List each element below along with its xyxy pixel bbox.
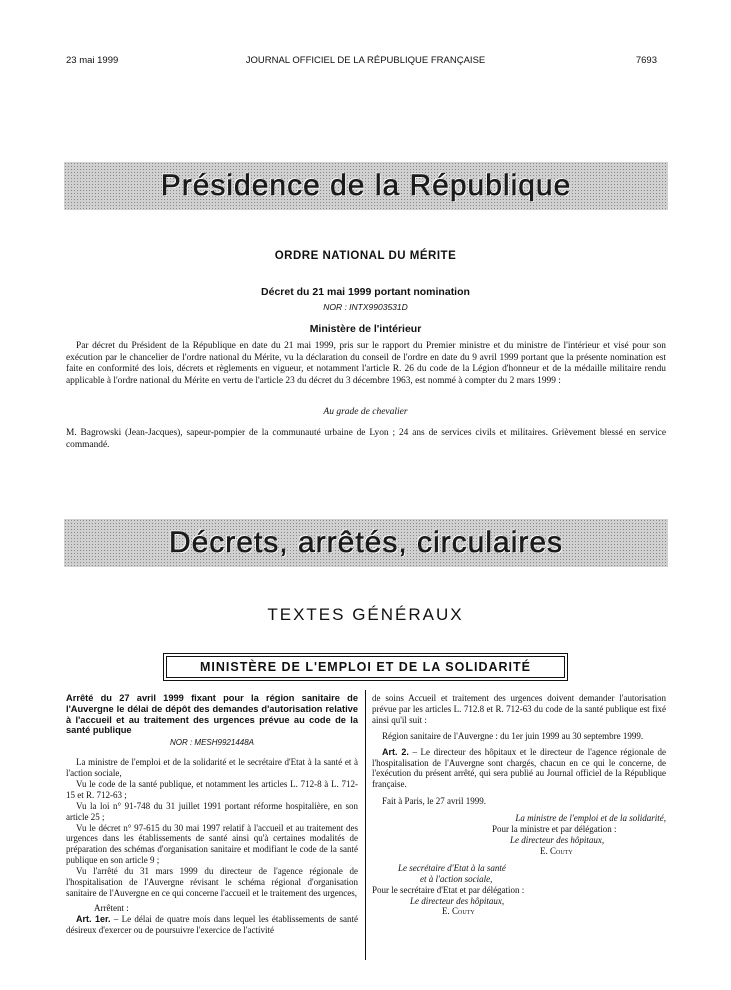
journal-name: JOURNAL OFFICIEL DE LA RÉPUBLIQUE FRANÇAISE (245, 55, 486, 66)
arrete-title: Arrêté du 27 avril 1999 fixant pour la région sanitaire de l'Auvergne le délai de dépôt des demandes d'autorisation relative à l'accueil et au traitement des urgences prévue au code de la santé publique (66, 693, 358, 736)
textes-generaux-heading: TEXTES GÉNÉRAUX (267, 605, 464, 624)
arrete-visa-4: Vu l'arrêté du 31 mars 1999 du directeur de l'agence régionale de l'hospitalisation de l'Auvergne révisant le schéma régional d'organisation sanitaire de l'Auvergne en ce qui concerne l'accueil et le traitement des urgences, (66, 866, 358, 898)
article-2 (372, 747, 666, 791)
signature-ministre: La ministre de l'emploi et de la solidarité, (515, 813, 666, 824)
signature-secretaire: Le secrétaire d'Etat à la santé (398, 862, 506, 873)
issue-date: 23 mai 1999 (66, 55, 119, 66)
article-1-text: – Le délai de quatre mois dans lequel les établissements de santé désireux d'exercer ou de poursuivre l'exercice de l'activité (66, 913, 358, 935)
article-2-text: – Le directeur des hôpitaux et le directeur de l'agence régionale de l'hospitalisation de l'Auvergne sont chargés, chacun en ce qui le concerne, de l'exécution du présent arrêté, qui sera publié au Journal officiel de la République française. (372, 746, 666, 790)
arrete-left-column (66, 693, 358, 936)
arrete-visa-2: Vu la loi n° 91-748 du 31 juillet 1991 portant réforme hospitalière, en son article 25 ; (66, 800, 358, 822)
grade-label: Au grade de chevalier (323, 407, 408, 417)
nominee-entry: M. Bagrowski (Jean-Jacques), sapeur-pompier de la communauté urbaine de Lyon ; 24 ans de services civils et militaires. Grièvement blessé en service commandé. (66, 428, 666, 450)
section-band-title: Présidence de la République (160, 169, 572, 202)
arrete-visa-3: Vu le décret n° 97-615 du 30 mai 1997 relatif à l'accueil et au traitement des urgences dans les établissements de santé ainsi qu'à certaines modalités de préparation des schémas d'organisation sanitaire et modifiant le code de la santé publique en son article 9 ; (66, 822, 358, 866)
signature-name: E. Couty (540, 845, 573, 856)
ministry-name: MINISTÈRE DE L'EMPLOI ET DE LA SOLIDARITÉ (166, 656, 565, 678)
ordre-heading: ORDRE NATIONAL DU MÉRITE (274, 250, 457, 262)
section-band-presidence (64, 162, 668, 210)
fait-a-paris: Fait à Paris, le 27 avril 1999. (382, 796, 486, 807)
decret-nor: NOR : INTX9903531D (323, 302, 408, 312)
article-1-continued: de soins Accueil et traitement des urgences doivent demander l'autorisation prévue par les articles L. 712.8 et R. 712-63 du code de la santé publique est fixé ainsi qu'il suit : (372, 693, 666, 725)
running-header (0, 55, 731, 69)
page-number: 7693 (635, 55, 657, 66)
signature-directeur: Le directeur des hôpitaux, (510, 834, 605, 845)
article-2-label: Art. 2. (382, 746, 409, 757)
article-1 (66, 914, 358, 936)
section-band-decrets (64, 519, 668, 567)
section-band-title: Décrets, arrêtés, circulaires (168, 526, 564, 559)
arrete-preamble: La ministre de l'emploi et de la solidarité et le secrétaire d'Etat à la santé et à l'action sociale, (66, 757, 358, 778)
decret-body: Par décret du Président de la République en date du 21 mai 1999, pris sur le rapport du Premier ministre et du ministre de l'intérieur et visé pour son exécution par le chancelier de l'ordre national du Mérite, vu la déclaration du conseil de l'ordre en date du 9 avril 1999 portant que la présente nomination est faite en conformité des lois, décrets et règlements en vigueur, et notamment l'article R. 26 du code de la Légion d'honneur et de la médaille militaire rendu applicable à l'ordre national du Mérite en vertu de l'article 23 du décret du 3 décembre 1963, est nommé à compter du 2 mars 1999 : (66, 341, 666, 386)
arrete-right-column (372, 693, 666, 917)
signature-delegation: Pour la ministre et par délégation : (492, 824, 617, 835)
ministere-interieur: Ministère de l'intérieur (309, 323, 422, 335)
arrete-visa-1: Vu le code de la santé publique, et notamment les articles L. 712-8 à L. 712-15 et R. 712-63 ; (66, 778, 358, 800)
signature-name-2: E. Couty (442, 906, 475, 917)
region-dates: Région sanitaire de l'Auvergne : du 1er juin 1999 au 30 septembre 1999. (382, 730, 644, 741)
signature-directeur-2: Le directeur des hôpitaux, (410, 895, 505, 906)
arretent: Arrêtent : (94, 902, 129, 913)
article-1-label: Art. 1er. (76, 913, 111, 924)
arrete-nor: NOR : MESH9921448A (169, 738, 255, 748)
ministry-box (163, 653, 568, 681)
decret-title: Décret du 21 mai 1999 portant nomination (261, 286, 470, 298)
signature-secretaire-2: et à l'action sociale, (420, 873, 493, 884)
signature-delegation-2: Pour le secrétaire d'Etat et par délégation : (372, 884, 525, 895)
column-divider (365, 690, 366, 960)
